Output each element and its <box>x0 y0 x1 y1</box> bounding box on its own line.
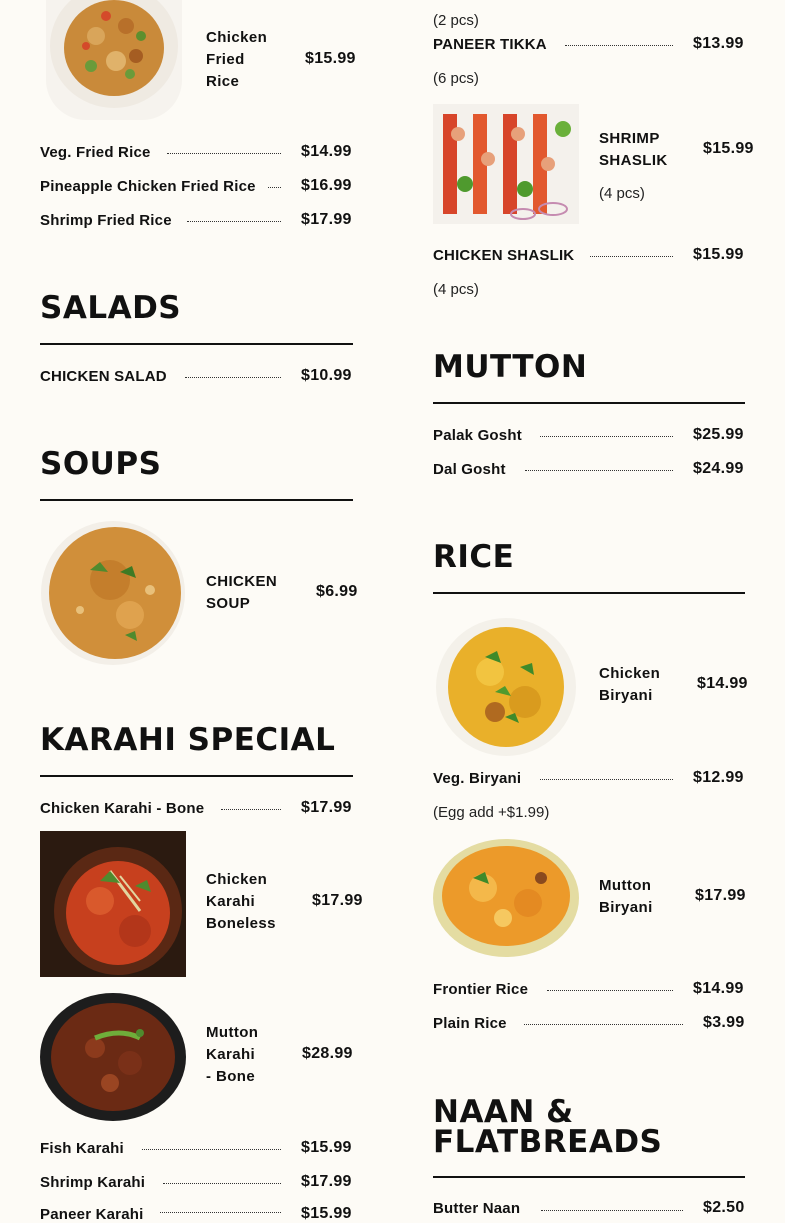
shrimp-shaslik-price: $15.99 <box>703 140 754 157</box>
leader-dots <box>185 377 281 378</box>
item-price: $15.99 <box>693 246 744 263</box>
item-price: $3.99 <box>703 1014 745 1031</box>
item-name: CHICKEN SHASLIK <box>433 247 575 264</box>
item-name: Pineapple Chicken Fried Rice <box>40 178 256 195</box>
chicken-soup-price: $6.99 <box>316 583 358 600</box>
chicken-fried-rice-name: Chicken Fried Rice <box>206 29 268 90</box>
item-note: (6 pcs) <box>433 70 479 87</box>
section-divider <box>40 343 353 345</box>
leader-dots <box>160 1212 281 1213</box>
leader-dots <box>142 1149 281 1150</box>
section-divider <box>40 775 353 777</box>
mutton-karahi-image <box>40 993 186 1123</box>
chicken-karahi-boneless-image <box>40 831 186 977</box>
item-note: (4 pcs) <box>433 281 479 298</box>
leader-dots <box>524 1024 683 1025</box>
item-price: $13.99 <box>693 35 744 52</box>
item-price: $16.99 <box>301 177 352 194</box>
shrimp-shaslik-image <box>433 104 579 224</box>
item-price: $10.99 <box>301 367 352 384</box>
item-price: $24.99 <box>693 460 744 477</box>
item-name: Shrimp Karahi <box>40 1174 146 1191</box>
chicken-biryani-name: Chicken Biryani <box>599 665 661 704</box>
item-price: $17.99 <box>301 799 352 816</box>
mutton-karahi-price: $28.99 <box>302 1045 353 1062</box>
section-title-salads: SALADS <box>40 290 182 326</box>
item-note: (4 pcs) <box>599 185 645 202</box>
item-price: $14.99 <box>693 980 744 997</box>
item-name: Palak Gosht <box>433 427 522 444</box>
item-name: Paneer Karahi <box>40 1206 144 1223</box>
leader-dots <box>163 1183 281 1184</box>
section-divider <box>433 402 745 404</box>
item-name: PANEER TIKKA <box>433 36 547 53</box>
section-title-mutton: MUTTON <box>433 349 588 385</box>
leader-dots <box>541 1210 683 1211</box>
item-price: $14.99 <box>301 143 352 160</box>
chicken-soup-image <box>40 520 186 666</box>
section-title-soups: SOUPS <box>40 446 162 482</box>
mutton-biryani-name: Mutton Biryani <box>599 877 653 916</box>
item-note: (Egg add +$1.99) <box>433 804 550 821</box>
leader-dots <box>187 221 281 222</box>
item-name: Butter Naan <box>433 1200 521 1217</box>
leader-dots <box>221 809 281 810</box>
section-divider <box>40 499 353 501</box>
item-price: $15.99 <box>301 1205 352 1222</box>
item-name: CHICKEN SALAD <box>40 368 167 385</box>
leader-dots <box>540 436 673 437</box>
chicken-biryani-price: $14.99 <box>697 675 748 692</box>
item-name: Veg. Biryani <box>433 770 522 787</box>
section-divider <box>433 592 745 594</box>
item-name: Chicken Karahi - Bone <box>40 800 205 817</box>
item-price: $17.99 <box>301 211 352 228</box>
leader-dots <box>565 45 673 46</box>
leader-dots <box>268 187 281 188</box>
item-name: Shrimp Fried Rice <box>40 212 172 229</box>
item-price: $12.99 <box>693 769 744 786</box>
item-price: $17.99 <box>301 1173 352 1190</box>
item-name: Frontier Rice <box>433 981 529 998</box>
item-name: Plain Rice <box>433 1015 507 1032</box>
item-name: Fish Karahi <box>40 1140 124 1157</box>
section-divider <box>433 1176 745 1178</box>
leader-dots <box>540 779 673 780</box>
chicken-soup-name: CHICKEN SOUP <box>206 573 278 612</box>
section-title-naan-flatbreads: NAAN & FLATBREADS <box>433 1094 663 1160</box>
mutton-karahi-name: Mutton Karahi - Bone <box>206 1024 259 1085</box>
item-price: $15.99 <box>301 1139 352 1156</box>
item-note: (2 pcs) <box>433 12 479 29</box>
mutton-biryani-price: $17.99 <box>695 887 746 904</box>
chicken-fried-rice-price: $15.99 <box>305 50 356 67</box>
chicken-karahi-boneless-name: Chicken Karahi Boneless <box>206 871 276 932</box>
chicken-biryani-image <box>435 617 577 757</box>
chicken-karahi-boneless-price: $17.99 <box>312 892 363 909</box>
leader-dots <box>590 256 673 257</box>
leader-dots <box>525 470 673 471</box>
shrimp-shaslik-name: SHRIMP SHASLIK <box>599 130 668 169</box>
item-price: $25.99 <box>693 426 744 443</box>
section-title-rice: RICE <box>433 539 515 575</box>
leader-dots <box>547 990 673 991</box>
mutton-biryani-image <box>433 838 579 958</box>
section-title-karahi-special: KARAHI SPECIAL <box>40 722 336 758</box>
chicken-fried-rice-image <box>46 0 182 120</box>
item-price: $2.50 <box>703 1199 745 1216</box>
item-name: Veg. Fried Rice <box>40 144 151 161</box>
leader-dots <box>167 153 281 154</box>
item-name: Dal Gosht <box>433 461 506 478</box>
